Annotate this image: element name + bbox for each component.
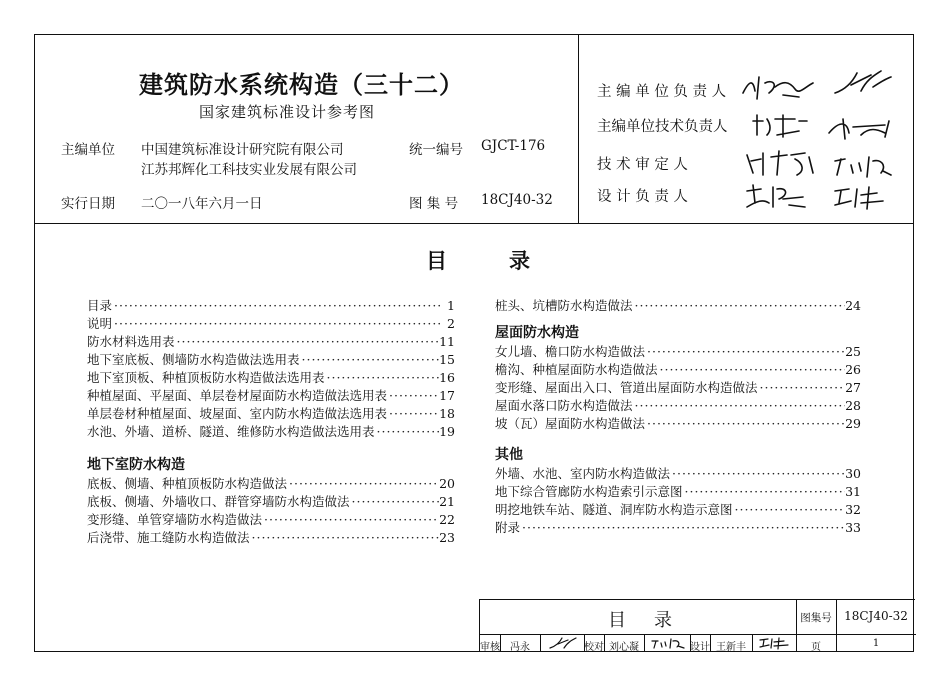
title-block-divider [540,634,541,652]
toc-entry-page: 30 [845,466,861,481]
toc-leader [112,315,441,333]
toc-entry[interactable] [495,465,861,483]
page-label: 页 [811,642,821,653]
toc-entry-title: 防水材料选用表 [87,334,175,349]
toc-leader [300,351,440,369]
toc-entry-page: 21 [439,494,455,509]
toc-entry-title: 目录 [87,298,113,313]
toc-entry[interactable] [87,493,455,511]
toc-leader [350,493,440,511]
toc-entry[interactable] [495,483,861,501]
toc-entry-page: 1 [447,298,455,313]
toc-entry-page: 17 [439,388,455,403]
toc-entry[interactable] [495,343,861,361]
toc-entry-page: 11 [439,334,455,349]
toc-leader [633,297,846,315]
editor-label: 主编单位 [61,142,115,158]
toc-entry[interactable] [495,519,861,537]
toc-left-column [87,297,455,547]
toc-entry-title: 种植屋面、平屋面、单层卷材屋面防水构造做法选用表 [87,388,388,403]
toc-entry-page: 15 [439,352,455,367]
title-block-name-right: 录 [654,610,672,631]
toc-entry[interactable] [87,315,455,333]
toc-entry-title: 地下综合管廊防水构造索引示意图 [495,484,683,499]
toc-leader [250,529,440,547]
signature-mark [831,67,895,99]
document-subtitle: 国家建筑标准设计参考图 [199,103,376,121]
atlas-no: 18CJ40-32 [481,192,553,208]
design-label: 设计 [690,642,710,653]
sig-label-tech-lead: 主编单位技术负责人 [597,119,728,135]
section-heading-basement: 地下室防水构造 [87,457,185,473]
signature-mark [831,183,891,211]
toc-entry-page: 22 [439,512,455,527]
date-label: 实行日期 [61,196,115,212]
toc-entry-page: 25 [845,344,861,359]
toc-entry-title: 后浇带、施工缝防水构造做法 [87,530,250,545]
toc-leader [375,423,440,441]
editor-org-1: 中国建筑标准设计研究院有限公司 [141,142,344,158]
toc-entry-title: 底板、侧墙、种植顶板防水构造做法 [87,476,288,491]
toc-entry-title: 桩头、坑槽防水构造做法 [495,298,633,313]
toc-entry[interactable] [87,297,455,315]
toc-entry-title: 坡（瓦）屋面防水构造做法 [495,416,646,431]
toc-entry[interactable] [495,297,861,315]
title-block-row-divider [480,634,796,635]
toc-leader [287,475,439,493]
toc-entry[interactable] [87,351,455,369]
toc-title-right: 录 [509,248,530,273]
toc-entry-title: 檐沟、种植屋面防水构造做法 [495,362,658,377]
atlas-no-label: 图 集 号 [409,196,459,212]
toc-leader [683,483,846,501]
toc-entry[interactable] [87,369,455,387]
title-block-divider [644,634,645,652]
editor-org-2: 江苏邦辉化工科技实业发展有限公司 [141,162,357,178]
toc-entry-page: 20 [439,476,455,491]
date-value: 二〇一八年六月一日 [141,196,263,212]
sig-label-chief-editor: 主 编 单 位 负 责 人 [597,84,727,100]
signature-mark [548,636,578,650]
header-divider [35,223,913,224]
toc-entry[interactable] [495,361,861,379]
title-block [479,599,915,651]
toc-title-left: 目 [426,248,447,273]
title-block-name-left: 目 [608,610,626,631]
title-block-divider [752,634,753,652]
title-block-atlas-label: 图集号 [800,612,832,624]
review-label: 审核 [480,642,500,653]
toc-entry-title: 明挖地铁车站、隧道、洞库防水构造示意图 [495,502,733,517]
designer-name: 王新丰 [716,642,746,653]
toc-entry[interactable] [495,397,861,415]
toc-leader [733,501,846,519]
title-block-atlas-no: 18CJ40-32 [844,609,908,623]
toc-entry[interactable] [495,501,861,519]
unified-no: GJCT-176 [481,138,546,154]
signature-mark [650,637,686,650]
toc-leader [645,415,845,433]
signature-mark [743,181,813,211]
toc-leader [262,511,439,529]
toc-entry[interactable] [87,387,455,405]
toc-entry-page: 24 [845,298,861,313]
header-vertical-divider [578,35,579,223]
section-heading-roof: 屋面防水构造 [495,325,579,341]
signature-mark [758,637,790,650]
toc-entry-title: 水池、外墙、道桥、隧道、维修防水构造做法选用表 [87,424,375,439]
toc-leader [175,333,440,351]
document-title: 建筑防水系统构造（三十二） [139,70,464,99]
toc-entry-page: 31 [845,484,861,499]
signature-mark [831,151,895,179]
toc-entry-page: 19 [439,424,455,439]
section-heading-other: 其他 [495,447,523,463]
toc-entry-page: 28 [845,398,861,413]
toc-leader [387,387,439,405]
toc-leader [758,379,846,397]
toc-entry-title: 变形缝、单管穿墙防水构造做法 [87,512,263,527]
reviewer-name: 冯永 [510,642,530,653]
toc-entry-title: 地下室底板、侧墙防水构造做法选用表 [87,352,300,367]
toc-entry[interactable] [87,333,455,351]
toc-entry[interactable] [87,529,455,547]
unified-no-label: 统一编号 [409,142,463,158]
toc-entry-page: 29 [845,416,861,431]
toc-entry[interactable] [495,379,861,397]
toc-leader [658,361,846,379]
toc-entry-title: 单层卷材种植屋面、坡屋面、室内防水构造做法选用表 [87,406,388,421]
signature-mark [739,71,819,103]
toc-entry-page: 27 [845,380,861,395]
toc-leader [633,397,846,415]
toc-leader [112,297,441,315]
toc-entry-title: 地下室顶板、种植顶板防水构造做法选用表 [87,370,325,385]
toc-entry-title: 女儿墙、檐口防水构造做法 [495,344,646,359]
toc-entry[interactable] [495,415,861,433]
toc-entry-title: 底板、侧墙、外墙收口、群管穿墙防水构造做法 [87,494,350,509]
signature-mark [749,111,813,141]
check-label: 校对 [584,642,604,653]
sig-label-design-lead: 设 计 负 责 人 [597,189,688,205]
toc-entry-page: 16 [439,370,455,385]
toc-entry-title: 变形缝、屋面出入口、管道出屋面防水构造做法 [495,380,758,395]
title-block-row-divider [796,634,916,635]
toc-right-column [495,297,861,537]
toc-entry-page: 23 [439,530,455,545]
toc-leader [387,405,439,423]
toc-leader [645,343,845,361]
drawing-frame [34,34,914,652]
toc-entry-page: 2 [447,316,455,331]
signature-mark [743,147,819,179]
toc-entry[interactable] [87,405,455,423]
toc-entry-title: 屋面水落口防水构造做法 [495,398,633,413]
page-number: 1 [872,638,880,649]
toc-entry-title: 附录 [495,520,521,535]
toc-leader [520,519,845,537]
toc-entry-page: 32 [845,502,861,517]
signature-mark [825,113,895,141]
toc-entry-title: 说明 [87,316,113,331]
toc-leader [325,369,440,387]
toc-entry-page: 33 [845,520,861,535]
checker-name: 刘心凝 [609,642,639,653]
toc-entry[interactable] [87,511,455,529]
toc-entry[interactable] [87,423,455,441]
toc-entry-title: 外墙、水池、室内防水构造做法 [495,466,671,481]
toc-entry-page: 18 [439,406,455,421]
sig-label-reviewer: 技 术 审 定 人 [597,157,688,173]
toc-entry[interactable] [87,475,455,493]
toc-leader [670,465,845,483]
toc-entry-page: 26 [845,362,861,377]
